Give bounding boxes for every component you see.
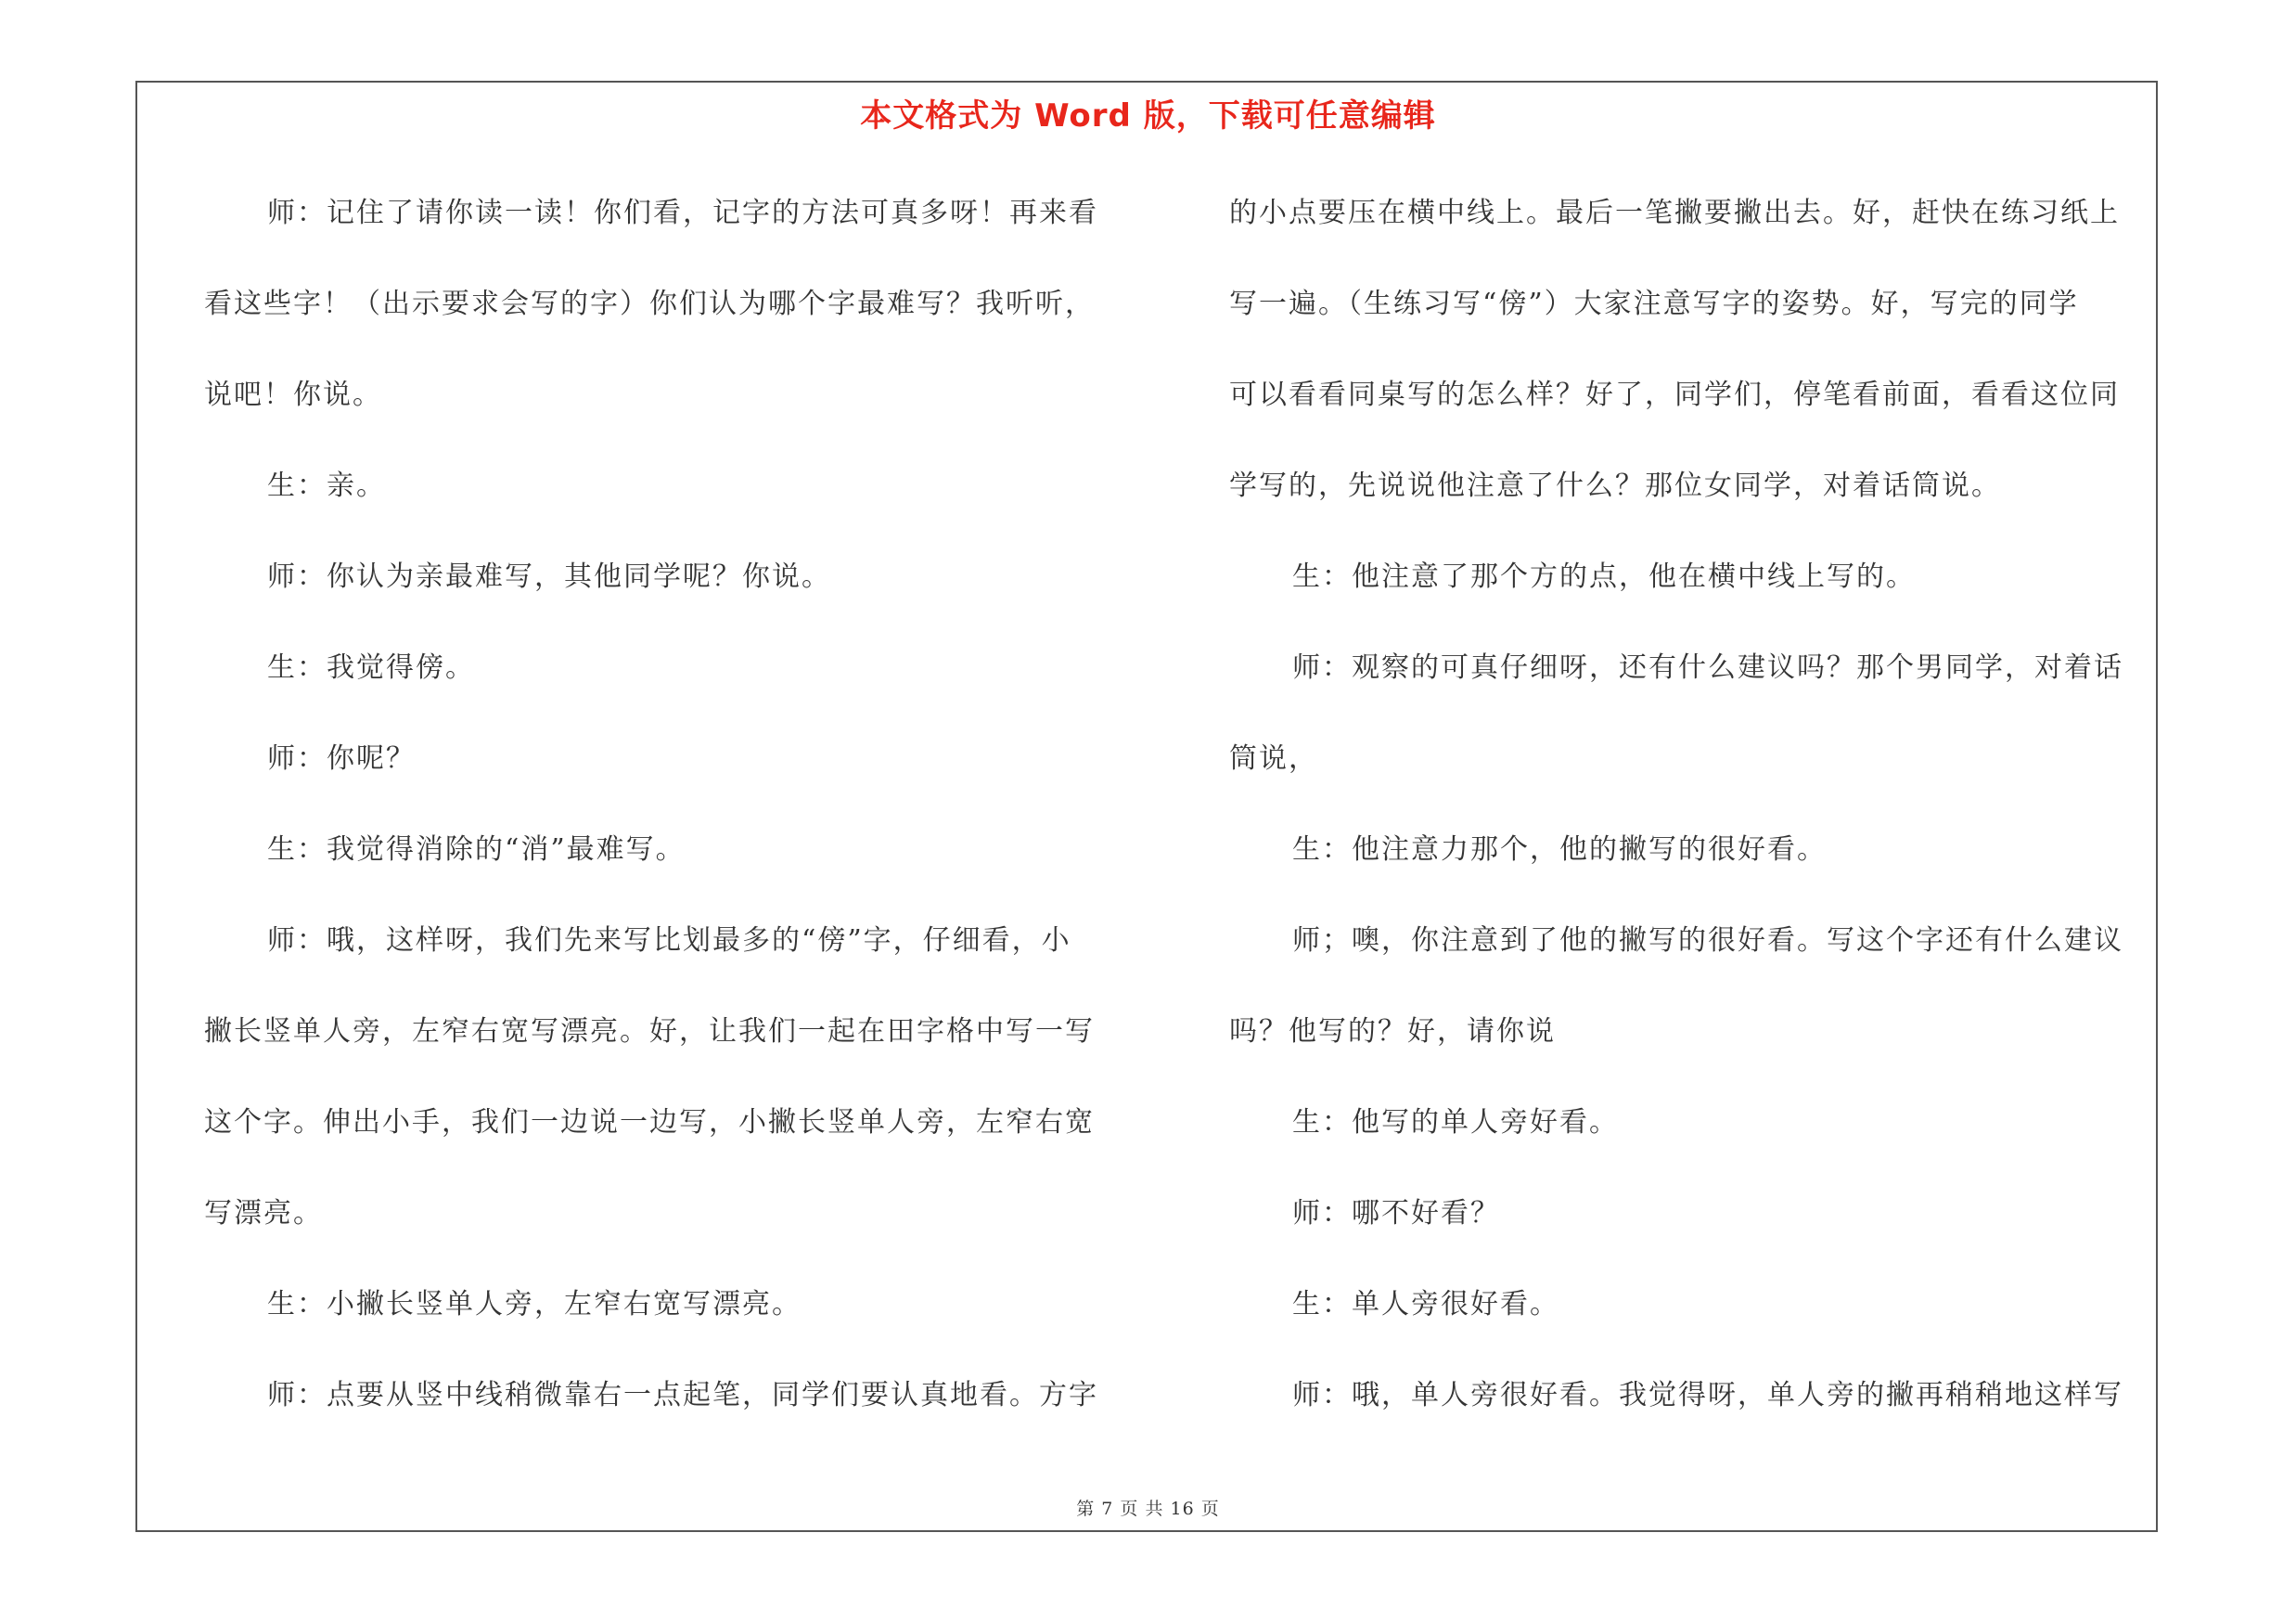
text-line: 学写的，先说说他注意了什么？那位女同学，对着话筒说。	[1229, 470, 2001, 502]
text-line: 生：我觉得消除的“消”最难写。	[267, 833, 686, 866]
text-line: 师：你认为亲最难写，其他同学呢？你说。	[267, 560, 831, 593]
text-line: 师；噢，你注意到了他的撇写的很好看。写这个字还有什么建议	[1292, 924, 2123, 957]
text-line: 师：观察的可真仔细呀，还有什么建议吗？那个男同学，对着话	[1292, 651, 2123, 684]
text-line: 生：亲。	[267, 470, 386, 502]
page-number: 第 7 页 共 16 页	[1076, 1499, 1220, 1519]
text-line: 生：他写的单人旁好看。	[1292, 1106, 1619, 1139]
text-line: 撇长竖单人旁，左窄右宽写漂亮。好，让我们一起在田字格中写一写	[204, 1015, 1095, 1048]
text-line: 可以看看同桌写的怎么样？好了，同学们，停笔看前面，看看这位同	[1229, 379, 2120, 411]
text-line: 师：你呢？	[267, 742, 416, 775]
text-line: 师：哦，这样呀，我们先来写比划最多的“傍”字，仔细看，小	[267, 924, 1071, 957]
text-line: 说吧！你说。	[204, 379, 382, 411]
text-line: 师：记住了请你读一读！你们看，记字的方法可真多呀！再来看	[267, 197, 1098, 229]
text-line: 的小点要压在横中线上。最后一笔撇要撇出去。好，赶快在练习纸上	[1229, 197, 2120, 229]
document-header-title: 本文格式为 Word 版，下载可任意编辑	[860, 97, 1436, 135]
text-line: 这个字。伸出小手，我们一边说一边写，小撇长竖单人旁，左窄右宽	[204, 1106, 1095, 1139]
text-line: 吗？他写的？好，请你说	[1229, 1015, 1556, 1048]
text-line: 生：他注意了那个方的点，他在横中线上写的。	[1292, 560, 1916, 593]
text-line: 生：我觉得傍。	[267, 651, 475, 684]
text-line: 师：点要从竖中线稍微靠右一点起笔，同学们要认真地看。方字	[267, 1379, 1098, 1411]
text-line: 写漂亮。	[204, 1197, 323, 1230]
text-line: 师：哪不好看？	[1292, 1197, 1500, 1230]
text-line: 看这些字！（出示要求会写的字）你们认为哪个字最难写？我听听，	[204, 288, 1095, 320]
text-line: 生：他注意力那个，他的撇写的很好看。	[1292, 833, 1827, 866]
text-line: 筒说，	[1229, 742, 1318, 775]
text-line: 写一遍。（生练习写“傍”）大家注意写字的姿势。好，写完的同学	[1229, 288, 2079, 320]
text-line: 生：单人旁很好看。	[1292, 1288, 1559, 1320]
text-line: 生：小撇长竖单人旁，左窄右宽写漂亮。	[267, 1288, 802, 1320]
text-line: 师：哦，单人旁很好看。我觉得呀，单人旁的撇再稍稍地这样写	[1292, 1379, 2123, 1411]
